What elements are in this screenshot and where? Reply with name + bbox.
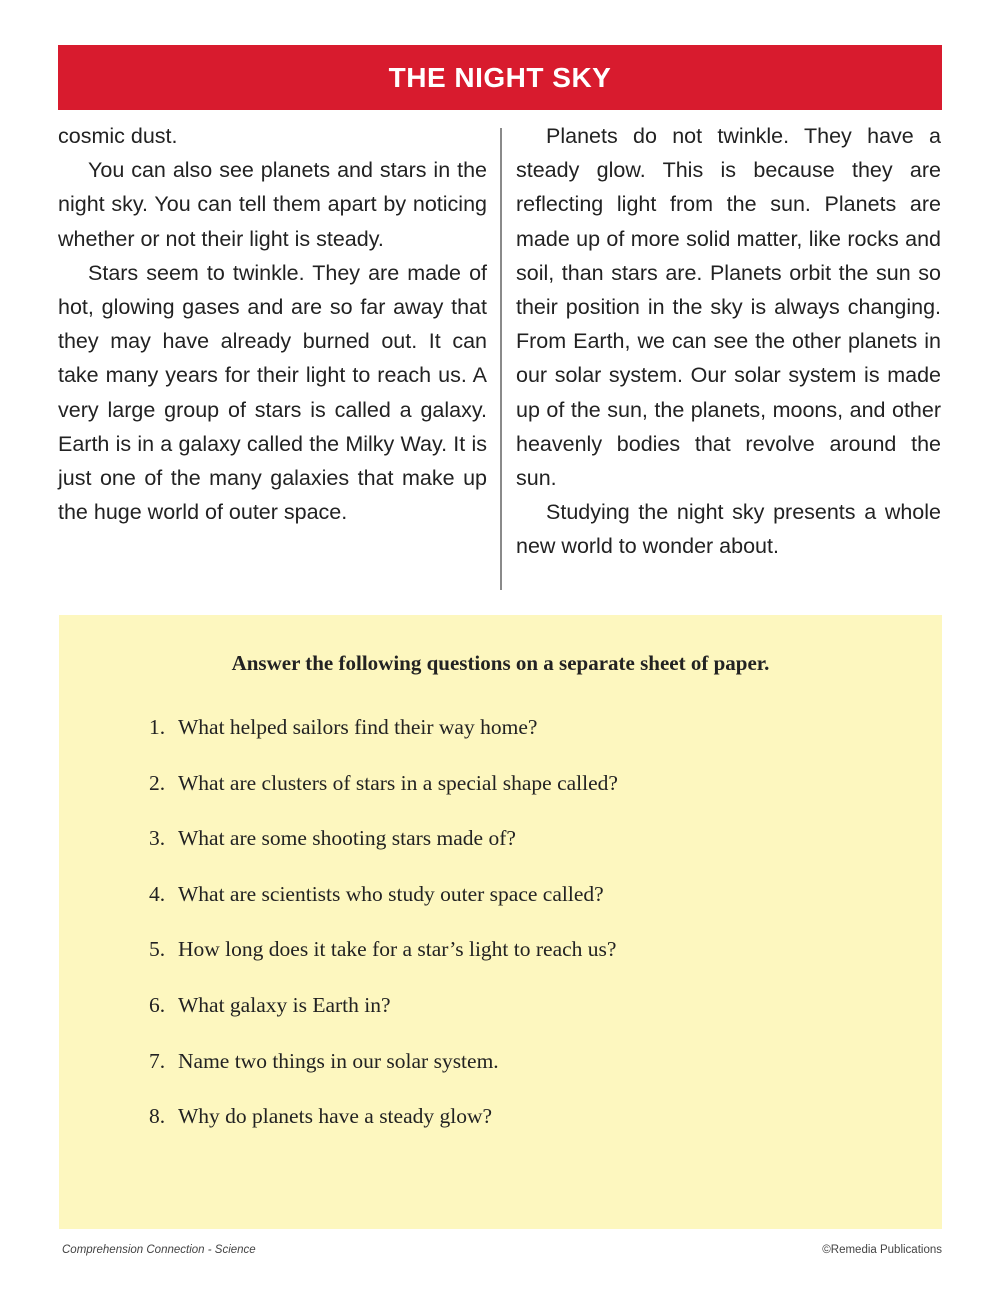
question-text: How long does it take for a star’s light to reach us? [178, 937, 617, 962]
question-number: 2. [149, 770, 166, 795]
footer-copyright: ©Remedia Publications [822, 1244, 942, 1256]
paragraph: Studying the night sky presents a whole new world to wonder about. [516, 500, 941, 559]
question-number: 7. [149, 1048, 166, 1073]
paragraph: You can also see planets and stars in the night sky. You can tell them apart by noticing whether or not their light is steady. [58, 158, 487, 251]
column-divider [500, 128, 502, 590]
question-item [149, 711, 618, 767]
question-item [149, 767, 618, 823]
question-text: What are scientists who study outer space called? [178, 881, 604, 906]
reading-column-left [58, 119, 487, 529]
question-item [149, 989, 618, 1045]
paragraph: Planets do not twinkle. They have a steady glow. This is because they are reflecting light from the sun. Planets are made up of more solid matter, like rocks and soil, than stars are. Planets orbit the sun so their position in the sky is always changing. From Earth, we can see the other planets in our solar system. Our solar system is made up of the sun, the planets, moons, and other heavenly bodies that revolve around the sun. [516, 124, 941, 491]
questions-box [59, 615, 942, 1229]
question-number: 6. [149, 992, 166, 1017]
question-item [149, 878, 618, 934]
footer-series-title: Comprehension Connection - Science [62, 1244, 256, 1256]
paragraph: cosmic dust. [58, 124, 178, 148]
question-text: What galaxy is Earth in? [178, 992, 391, 1017]
question-number: 5. [149, 937, 166, 962]
paragraph: Stars seem to twinkle. They are made of hot, glowing gases and are so far away that they may have already burned out. It can take many years for their light to reach us. A very large group of stars is called a galaxy. Earth is in a galaxy called the Milky Way. It is just one of the many galaxies that make up the huge world of outer space. [58, 260, 487, 525]
questions-list [149, 711, 618, 1156]
question-number: 3. [149, 826, 166, 851]
question-item [149, 1100, 618, 1156]
question-text: Why do planets have a steady glow? [178, 1104, 493, 1129]
question-number: 1. [149, 715, 166, 739]
question-number: 4. [149, 881, 166, 906]
page-title: THE NIGHT SKY [388, 61, 612, 93]
question-text: What helped sailors find their way home? [178, 715, 538, 739]
question-text: What are clusters of stars in a special shape called? [178, 770, 618, 795]
question-item [149, 1045, 618, 1101]
question-item [149, 822, 618, 878]
questions-instruction: Answer the following questions on a separate sheet of paper. [231, 651, 770, 675]
question-item [149, 933, 618, 989]
title-banner [58, 45, 942, 110]
question-number: 8. [149, 1104, 166, 1129]
reading-column-right [516, 119, 941, 564]
question-text: Name two things in our solar system. [178, 1048, 499, 1073]
question-text: What are some shooting stars made of? [178, 826, 516, 851]
